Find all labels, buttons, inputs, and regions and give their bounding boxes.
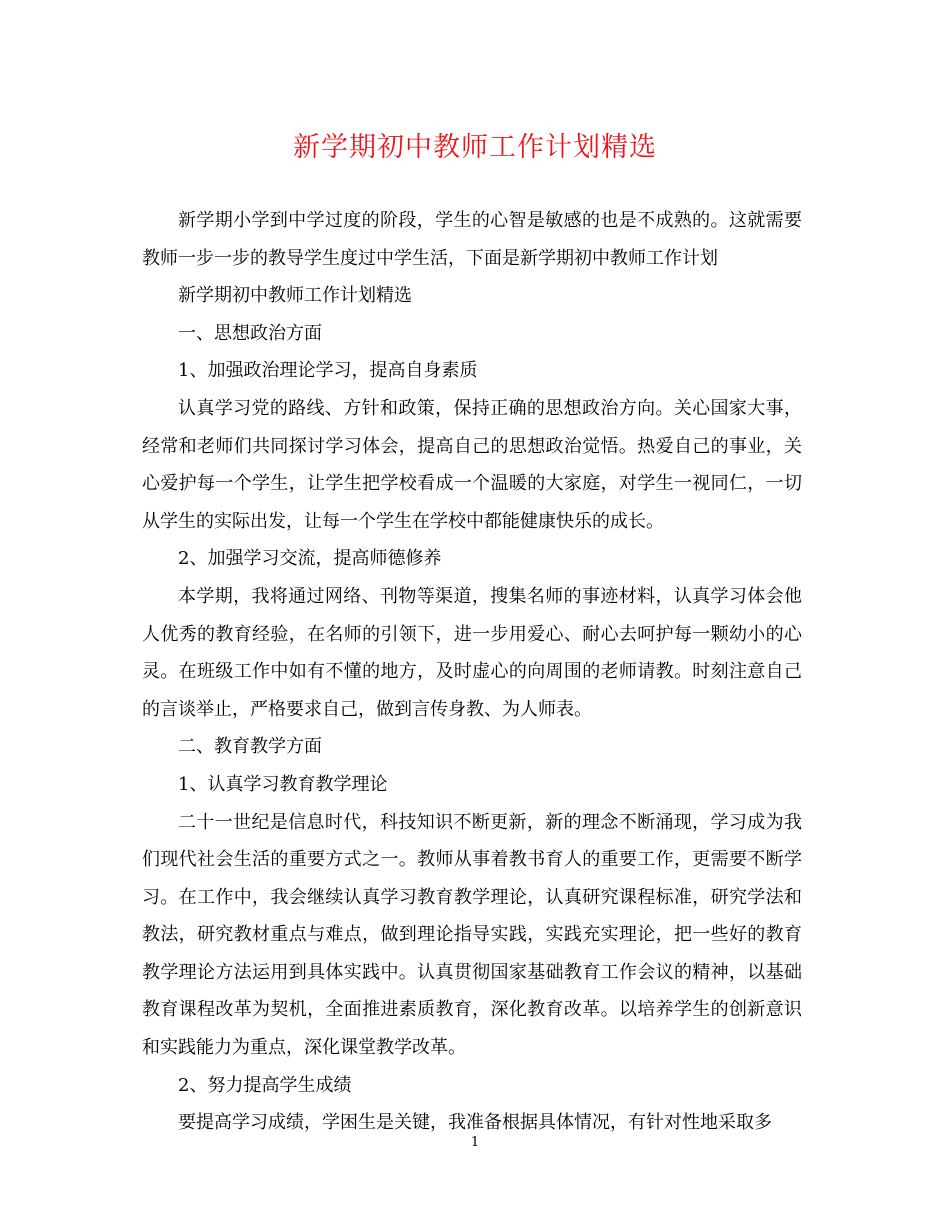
paragraph-2-2: 要提高学习成绩，学困生是关键，我准备根据具体情况，有针对性地采取多 — [178, 1112, 772, 1134]
paragraph-1-1: 认真学习党的路线、方针和政策，保持正确的思想政治方向。关心国家大事，经常和老师们共同探讨学习体会，提高自己的思想政治觉悟。热爱自己的事业，关心爱护每一个学生，让学生把学校看成一个温暖的大家庭，对学生一视同仁，一切从学生的实际出发，让每一个学生在学校中都能健康快乐的成长。 — [142, 397, 802, 532]
paragraph-2-1: 二十一世纪是信息时代，科技知识不断更新，新的理念不断涌现，学习成为我们现代社会生活的重要方式之一。教师从事着教书育人的重要工作，更需要不断学习。在工作中，我会继续认真学习教育教学理论，认真研究课程标准，研究学法和教法，研究教材重点与难点，做到理论指导实践，实践充实理论，把一些好的教育教学理论方法运用到具体实践中。认真贯彻国家基础教育工作会议的精神，以基础教育课程改革为契机，全面推进素质教育，深化教育改革。以培养学生的创新意识和实践能力为重点，深化课堂教学改革。 — [142, 811, 802, 1059]
subsection-heading-1-2: 2、加强学习交流，提高师德修养 — [178, 548, 442, 570]
paragraph-subtitle: 新学期初中教师工作计划精选 — [178, 285, 412, 307]
document-body — [142, 202, 802, 1142]
subsection-heading-1-1: 1、加强政治理论学习，提高自身素质 — [178, 360, 478, 382]
subsection-heading-2-2: 2、努力提高学生成绩 — [178, 1074, 352, 1096]
document-title: 新学期初中教师工作计划精选 — [293, 132, 657, 163]
paragraph-1-2: 本学期，我将通过网络、刊物等渠道，搜集名师的事迹材料，认真学习体会他人优秀的教育经验，在名师的引领下，进一步用爱心、耐心去呵护每一颗幼小的心灵。在班级工作中如有不懂的地方，及时虚心的向周围的老师请教。时刻注意自己的言谈举止，严格要求自己，做到言传身教、为人师表。 — [142, 585, 802, 720]
subsection-heading-2-1: 1、认真学习教育教学理论 — [178, 773, 388, 795]
paragraph-intro: 新学期小学到中学过度的阶段，学生的心智是敏感的也是不成熟的。这就需要教师一步一步的教导学生度过中学生活，下面是新学期初中教师工作计划 — [142, 210, 802, 269]
section-heading-1: 一、思想政治方面 — [178, 322, 322, 344]
page-number: 1 — [470, 1135, 480, 1150]
section-heading-2: 二、教育教学方面 — [178, 736, 322, 758]
